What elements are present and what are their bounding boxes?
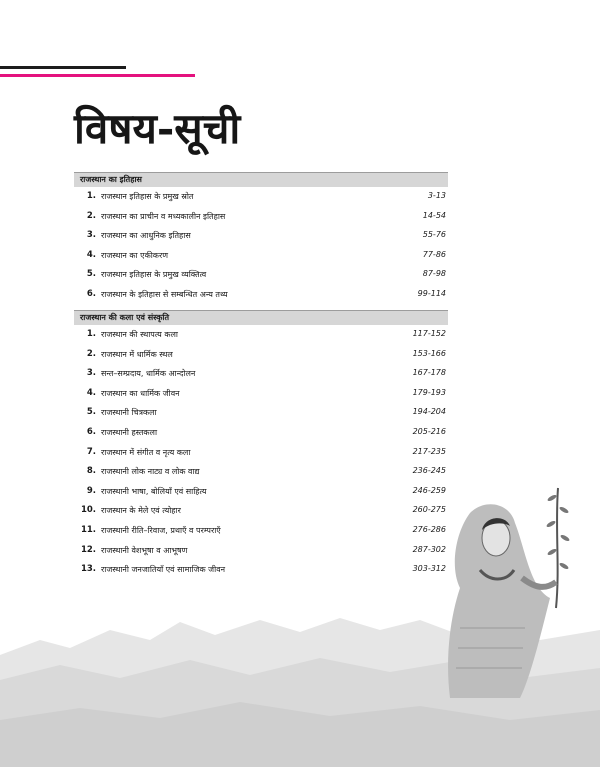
item-label: राजस्थानी वेशभूषा व आभूषण: [101, 545, 188, 555]
item-label: राजस्थान इतिहास के प्रमुख स्रोत: [101, 192, 194, 201]
item-label: राजस्थानी चित्रकला: [101, 408, 157, 418]
item-label: राजस्थानी जनजातियाँ एवं सामाजिक जीवन: [101, 565, 226, 575]
item-pages: 276-286: [412, 524, 446, 534]
toc-row[interactable]: [74, 285, 448, 305]
decorative-black-rule: [0, 66, 126, 69]
decorative-pink-rule: [0, 74, 195, 77]
item-number: 2.: [86, 348, 96, 359]
item-pages: 303-312: [412, 564, 446, 574]
item-number: 4.: [86, 387, 96, 398]
toc-row[interactable]: [74, 403, 448, 423]
item-label: राजस्थानी भाषा, बोलियाँ एवं साहित्य: [101, 486, 207, 496]
item-number: 10.: [80, 505, 96, 516]
item-number: 3.: [86, 230, 96, 241]
toc-row[interactable]: [74, 482, 448, 502]
item-number: 4.: [86, 249, 96, 260]
item-pages: 117-152: [412, 329, 446, 338]
section-heading: राजस्थान की कला एवं संस्कृति: [74, 310, 448, 325]
item-label: राजस्थान की स्थापत्य कला: [101, 330, 178, 339]
toc-row[interactable]: [74, 443, 448, 463]
item-pages: 153-166: [412, 348, 446, 358]
toc-row[interactable]: [74, 325, 448, 345]
item-label: राजस्थान के मेले एवं त्योहार: [101, 506, 181, 516]
item-label: राजस्थान इतिहास के प्रमुख व्यक्तित्व: [101, 270, 207, 280]
item-pages: 14-54: [422, 210, 446, 220]
toc-row[interactable]: [74, 226, 448, 246]
item-pages: 179-193: [412, 387, 446, 397]
item-pages: 167-178: [412, 368, 446, 378]
item-label: राजस्थान का प्राचीन व मध्यकालीन इतिहास: [101, 211, 226, 221]
item-number: 7.: [86, 446, 96, 457]
item-pages: 205-216: [412, 426, 446, 436]
toc-row[interactable]: [74, 541, 448, 561]
item-number: 5.: [86, 269, 96, 280]
toc-row[interactable]: [74, 246, 448, 266]
item-pages: 99-114: [417, 288, 446, 298]
item-number: 5.: [86, 407, 96, 418]
item-number: 8.: [86, 466, 96, 477]
toc-row[interactable]: [74, 384, 448, 404]
item-number: 6.: [86, 288, 96, 299]
item-label: राजस्थानी रीति–रिवाज, प्रथाएँ व परम्पराएँ: [101, 525, 221, 535]
toc-row[interactable]: [74, 501, 448, 521]
toc-row[interactable]: [74, 207, 448, 227]
toc-row[interactable]: [74, 364, 448, 384]
item-label: राजस्थान के इतिहास से सम्बन्धित अन्य तथ्य: [101, 289, 228, 299]
item-label: राजस्थान में संगीत व नृत्य कला: [101, 447, 191, 457]
item-label: राजस्थान का एकीकरण: [101, 250, 168, 260]
item-pages: 246-259: [412, 485, 446, 495]
item-number: 2.: [86, 210, 96, 221]
item-number: 9.: [86, 485, 96, 496]
item-number: 11.: [80, 524, 96, 535]
toc-row[interactable]: [74, 521, 448, 541]
section-art-culture: [74, 310, 448, 580]
item-number: 3.: [86, 368, 96, 379]
item-pages: 287-302: [412, 544, 446, 554]
item-number: 12.: [80, 544, 96, 555]
item-label: सन्त–सम्प्रदाय, धार्मिक आन्दोलन: [101, 369, 196, 379]
item-label: राजस्थान का धार्मिक जीवन: [101, 388, 180, 398]
item-label: राजस्थानी हस्तकला: [101, 427, 158, 437]
section-history: [74, 172, 448, 305]
item-pages: 260-275: [412, 505, 446, 515]
page-title: विषय-सूची: [74, 104, 241, 153]
item-pages: 77-86: [422, 249, 446, 259]
toc-row[interactable]: [74, 462, 448, 482]
item-pages: 87-98: [422, 269, 446, 279]
item-pages: 55-76: [422, 230, 446, 240]
item-label: राजस्थान का आधुनिक इतिहास: [101, 231, 191, 241]
toc-row[interactable]: [74, 345, 448, 365]
item-pages: 236-245: [412, 466, 446, 476]
section-heading: राजस्थान का इतिहास: [74, 172, 448, 187]
toc-row[interactable]: [74, 187, 448, 207]
item-label: राजस्थानी लोक नाट्य व लोक वाद्य: [101, 467, 200, 477]
item-pages: 194-204: [412, 407, 446, 417]
toc-row[interactable]: [74, 265, 448, 285]
item-label: राजस्थान में धार्मिक स्थल: [101, 349, 173, 359]
item-number: 6.: [86, 426, 96, 437]
item-pages: 3-13: [427, 191, 446, 200]
woman-illustration: [430, 478, 585, 698]
item-pages: 217-235: [412, 446, 446, 456]
item-number: 1.: [86, 191, 96, 201]
item-number: 1.: [86, 329, 96, 339]
item-number: 13.: [80, 564, 96, 575]
toc-row[interactable]: [74, 423, 448, 443]
